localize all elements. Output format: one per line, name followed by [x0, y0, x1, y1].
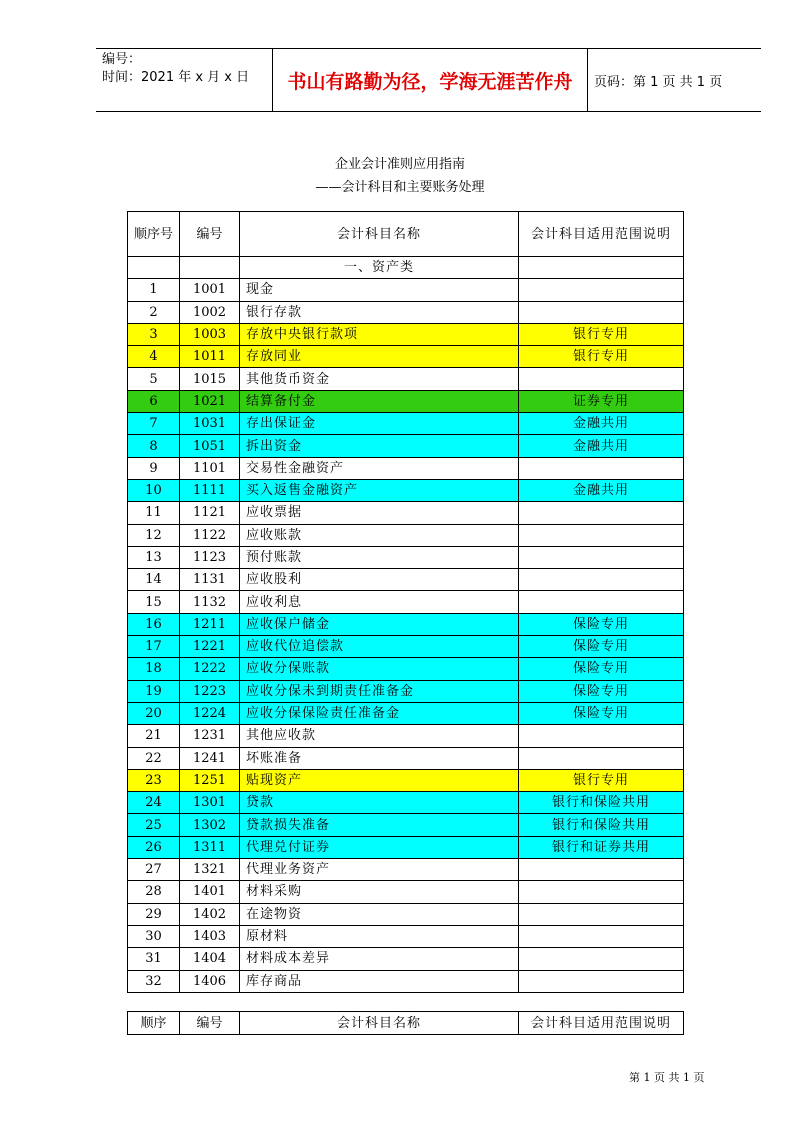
row-scope: [519, 925, 684, 947]
row-seq: 4: [128, 346, 180, 368]
row-scope: 保险专用: [519, 702, 684, 724]
row-seq: 30: [128, 925, 180, 947]
header2-code: 编号: [180, 1012, 240, 1035]
row-code: 1406: [180, 970, 240, 992]
table-row: [128, 524, 684, 546]
document-subtitle: ——会计科目和主要账务处理: [315, 180, 485, 195]
table-row: [128, 680, 684, 702]
row-seq: 19: [128, 680, 180, 702]
table-row: [128, 948, 684, 970]
row-code: 1224: [180, 702, 240, 724]
header-motto: 书山有路勤为径，学海无涯苦作舟: [272, 49, 588, 111]
row-name: 贷款损失准备: [240, 814, 519, 836]
header-meta: [96, 49, 272, 111]
row-code: 1251: [180, 769, 240, 791]
row-name: 应收分保账款: [240, 658, 519, 680]
table-row: [128, 569, 684, 591]
row-name: 银行存款: [240, 301, 519, 323]
row-name: 代理兑付证券: [240, 836, 519, 858]
row-seq: 13: [128, 546, 180, 568]
row-name: 材料成本差异: [240, 948, 519, 970]
row-scope: [519, 301, 684, 323]
row-scope: [519, 457, 684, 479]
row-code: 1402: [180, 903, 240, 925]
row-name: 应收保户储金: [240, 613, 519, 635]
row-name: 存放同业: [240, 346, 519, 368]
row-name: 原材料: [240, 925, 519, 947]
row-name: 坏账准备: [240, 747, 519, 769]
row-code: 1241: [180, 747, 240, 769]
row-scope: 金融共用: [519, 413, 684, 435]
row-name: 应收股利: [240, 569, 519, 591]
row-name: 交易性金融资产: [240, 457, 519, 479]
table-row: [128, 323, 684, 345]
row-name: 应收利息: [240, 591, 519, 613]
row-scope: [519, 524, 684, 546]
row-seq: 23: [128, 769, 180, 791]
header-name: 会计科目名称: [240, 212, 519, 257]
table-row: [128, 881, 684, 903]
table-row: [128, 814, 684, 836]
document-number-label: 编号：: [102, 52, 142, 67]
accounts-table: [127, 211, 684, 993]
table-row: [128, 279, 684, 301]
row-seq: 6: [128, 390, 180, 412]
row-scope: 银行专用: [519, 769, 684, 791]
row-scope: 银行专用: [519, 346, 684, 368]
row-seq: 31: [128, 948, 180, 970]
row-seq: 29: [128, 903, 180, 925]
row-code: 1403: [180, 925, 240, 947]
row-seq: 5: [128, 368, 180, 390]
row-seq: 11: [128, 502, 180, 524]
row-name: 在途物资: [240, 903, 519, 925]
row-seq: 2: [128, 301, 180, 323]
row-scope: 保险专用: [519, 613, 684, 635]
row-code: 1031: [180, 413, 240, 435]
row-scope: 银行和证券共用: [519, 836, 684, 858]
row-code: 1221: [180, 636, 240, 658]
table-row: [128, 970, 684, 992]
row-code: 1101: [180, 457, 240, 479]
row-seq: 17: [128, 636, 180, 658]
row-code: 1132: [180, 591, 240, 613]
row-code: 1231: [180, 725, 240, 747]
table-row: [128, 368, 684, 390]
row-seq: 22: [128, 747, 180, 769]
table-row: [128, 479, 684, 501]
row-name: 其他应收款: [240, 725, 519, 747]
table-row: [128, 546, 684, 568]
table-row: [128, 346, 684, 368]
page-header: [96, 48, 761, 112]
row-seq: 12: [128, 524, 180, 546]
row-scope: [519, 903, 684, 925]
row-scope: [519, 948, 684, 970]
table-row: [128, 702, 684, 724]
row-seq: 27: [128, 859, 180, 881]
table-row: [128, 301, 684, 323]
table-row: [128, 591, 684, 613]
row-scope: 保险专用: [519, 636, 684, 658]
row-code: 1222: [180, 658, 240, 680]
table2-header-row: [128, 1012, 684, 1035]
row-seq: 21: [128, 725, 180, 747]
row-code: 1003: [180, 323, 240, 345]
row-name: 应收分保未到期责任准备金: [240, 680, 519, 702]
table-header-row: [128, 212, 684, 257]
row-scope: [519, 569, 684, 591]
row-scope: 证券专用: [519, 390, 684, 412]
table-row: [128, 725, 684, 747]
row-code: 1123: [180, 546, 240, 568]
table-row: [128, 613, 684, 635]
row-scope: 金融共用: [519, 479, 684, 501]
row-scope: [519, 970, 684, 992]
row-seq: 16: [128, 613, 180, 635]
table-body: [128, 257, 684, 993]
row-scope: [519, 368, 684, 390]
table-row: [128, 502, 684, 524]
row-code: 1021: [180, 390, 240, 412]
table-row: [128, 903, 684, 925]
header-scope: 会计科目适用范围说明: [519, 212, 684, 257]
row-name: 应收票据: [240, 502, 519, 524]
row-scope: [519, 747, 684, 769]
header-seq: 顺序号: [128, 212, 180, 257]
row-name: 库存商品: [240, 970, 519, 992]
table-row: [128, 390, 684, 412]
page-footer: 第 1 页 共 1 页: [629, 1071, 705, 1084]
row-seq: 32: [128, 970, 180, 992]
header-code: 编号: [180, 212, 240, 257]
row-code: 1001: [180, 279, 240, 301]
row-code: 1404: [180, 948, 240, 970]
row-seq: 20: [128, 702, 180, 724]
row-name: 其他货币资金: [240, 368, 519, 390]
row-scope: 保险专用: [519, 680, 684, 702]
row-seq: 3: [128, 323, 180, 345]
row-name: 买入返售金融资产: [240, 479, 519, 501]
table-row: [128, 925, 684, 947]
row-seq: 1: [128, 279, 180, 301]
header2-seq: 顺序: [128, 1012, 180, 1035]
row-name: 贴现资产: [240, 769, 519, 791]
row-code: 1302: [180, 814, 240, 836]
row-seq: 9: [128, 457, 180, 479]
row-name: 应收分保保险责任准备金: [240, 702, 519, 724]
row-seq: 26: [128, 836, 180, 858]
row-name: 材料采购: [240, 881, 519, 903]
row-code: 1111: [180, 479, 240, 501]
row-scope: [519, 859, 684, 881]
table-row: [128, 769, 684, 791]
row-name: 结算备付金: [240, 390, 519, 412]
table-row: [128, 457, 684, 479]
header2-scope: 会计科目适用范围说明: [519, 1012, 684, 1035]
table-row: [128, 658, 684, 680]
row-scope: [519, 881, 684, 903]
accounts-table-continued-header: [127, 1011, 684, 1035]
row-seq: 28: [128, 881, 180, 903]
row-seq: 25: [128, 814, 180, 836]
section-label: 一、资产类: [240, 257, 519, 279]
row-code: 1051: [180, 435, 240, 457]
row-seq: 15: [128, 591, 180, 613]
row-code: 1002: [180, 301, 240, 323]
row-code: 1015: [180, 368, 240, 390]
table-row: [128, 747, 684, 769]
table-row: [128, 859, 684, 881]
row-name: 应收账款: [240, 524, 519, 546]
row-seq: 10: [128, 479, 180, 501]
row-code: 1131: [180, 569, 240, 591]
row-scope: [519, 725, 684, 747]
table-row: [128, 792, 684, 814]
row-name: 现金: [240, 279, 519, 301]
row-scope: [519, 546, 684, 568]
row-seq: 24: [128, 792, 180, 814]
row-code: 1301: [180, 792, 240, 814]
row-code: 1121: [180, 502, 240, 524]
row-seq: 7: [128, 413, 180, 435]
row-name: 贷款: [240, 792, 519, 814]
row-scope: 金融共用: [519, 435, 684, 457]
row-code: 1311: [180, 836, 240, 858]
row-seq: 18: [128, 658, 180, 680]
table-row: [128, 636, 684, 658]
row-scope: [519, 502, 684, 524]
table-row: [128, 836, 684, 858]
header-page-label: 页码：第 1 页 共 1 页: [594, 74, 723, 90]
row-scope: 银行和保险共用: [519, 792, 684, 814]
row-name: 拆出资金: [240, 435, 519, 457]
row-scope: 保险专用: [519, 658, 684, 680]
row-scope: [519, 591, 684, 613]
document-time-label: 时间：2021 年 x 月 x 日: [102, 70, 250, 85]
row-seq: 14: [128, 569, 180, 591]
header2-name: 会计科目名称: [240, 1012, 519, 1035]
row-code: 1321: [180, 859, 240, 881]
row-code: 1122: [180, 524, 240, 546]
row-name: 预付账款: [240, 546, 519, 568]
row-code: 1401: [180, 881, 240, 903]
row-scope: 银行专用: [519, 323, 684, 345]
row-name: 代理业务资产: [240, 859, 519, 881]
section-row: [128, 257, 684, 279]
row-scope: 银行和保险共用: [519, 814, 684, 836]
row-code: 1211: [180, 613, 240, 635]
row-name: 存放中央银行款项: [240, 323, 519, 345]
row-name: 存出保证金: [240, 413, 519, 435]
table-row: [128, 413, 684, 435]
row-code: 1011: [180, 346, 240, 368]
table-row: [128, 435, 684, 457]
row-scope: [519, 279, 684, 301]
row-seq: 8: [128, 435, 180, 457]
row-name: 应收代位追偿款: [240, 636, 519, 658]
row-code: 1223: [180, 680, 240, 702]
document-title: 企业会计准则应用指南: [334, 157, 465, 172]
